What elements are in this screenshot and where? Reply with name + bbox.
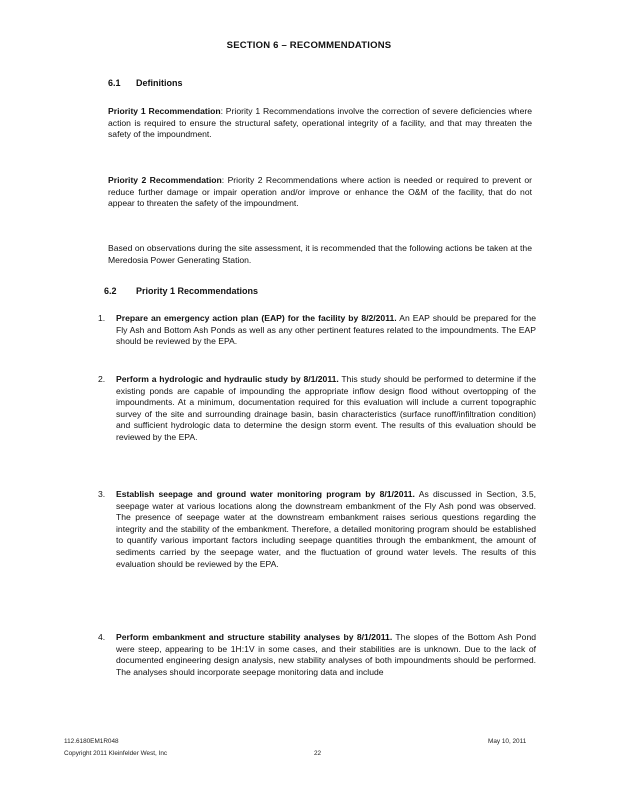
recommendation-number: 4. — [98, 632, 106, 642]
recommendation-text: This study should be performed to determine if the existing ponds are capable of impounding the appropriate inflow design flood without overtopping of the impoundments. At a minimum, documentation required for this evaluation will include a current topographic survey of the site and surrounding drainage basin, basin characteristics (surface runoff/infiltration condition) and sufficient hydrologic data to determine the design storm event. The results of this evaluation should be reviewed by the EPA. — [116, 374, 536, 442]
footer-date: May 10, 2011 — [488, 738, 527, 745]
definitions-heading: Definitions — [136, 78, 183, 88]
observations-paragraph: Based on observations during the site assessment, it is recommended that the following actions be taken at the Meredosia Power Generating Station. — [108, 243, 532, 265]
priority2-definition — [108, 175, 532, 210]
footer-page-number: 22 — [314, 750, 322, 757]
footer-copyright: Copyright 2011 Kleinfelder West, Inc — [64, 750, 168, 757]
priority1-definition-text: : Priority 1 Recommendations involve the correction of severe deficiencies where action is required to ensure the structural safety, operational integrity of a facility, and that may threaten the safety of the impoundment. — [108, 106, 532, 140]
recommendation-text: As discussed in Section, 3.5, seepage water at various locations along the downstream embankment of the Fly Ash pond was observed. The presence of seepage water at the downstream embankment raises serious questions regarding the integrity and the stability of the embankment. Therefore, a detailed monitoring program should be established to quantify various important factors including seepage quantities through the embankment, the amount of sediments carried by the seepage water, and the fluctuation of ground water levels. The results of this evaluation should be reviewed by the EPA. — [116, 489, 536, 569]
recommendation-lead: Perform a hydrologic and hydraulic study by 8/1/2011. — [116, 374, 339, 384]
priority1-definition-lead: Priority 1 Recommendation — [108, 106, 221, 116]
footer-document-id: 112.6180EM1R048 — [64, 738, 119, 745]
priority1-definition — [108, 106, 532, 141]
priority1-heading: Priority 1 Recommendations — [136, 286, 259, 296]
definitions-heading-number: 6.1 — [108, 78, 121, 88]
section-title: SECTION 6 – RECOMMENDATIONS — [226, 40, 392, 51]
recommendation-number: 1. — [98, 313, 106, 323]
recommendation-number: 2. — [98, 374, 106, 384]
recommendation-number: 3. — [98, 489, 106, 499]
recommendation-body — [116, 489, 536, 570]
recommendation-lead: Prepare an emergency action plan (EAP) for the facility by 8/2/2011. — [116, 313, 397, 323]
recommendation-text: The slopes of the Bottom Ash Pond were steep, appearing to be 1H:1V in some cases, and their stabilities are is unknown. Due to the lack of documented engineering design analysis, new stability analyses of both impoundments should be performed. The analyses should incorporate seepage monitoring data and include — [116, 632, 536, 677]
recommendation-body — [116, 632, 536, 678]
recommendation-body — [116, 374, 536, 444]
recommendation-text: An EAP should be prepared for the Fly Ash and Bottom Ash Ponds as well as any other pertinent features related to the impoundments. The EAP should be reviewed by the EPA. — [116, 313, 536, 347]
priority1-heading-number: 6.2 — [104, 286, 117, 296]
recommendation-body — [116, 313, 536, 348]
priority2-definition-text: : Priority 2 Recommendations where action is needed or required to prevent or reduce further damage or impair operation and/or improve or enhance the O&M of the facility, that do not appear to threaten the safety of the impoundment. — [108, 175, 532, 209]
recommendation-lead: Establish seepage and ground water monitoring program by 8/1/2011. — [116, 489, 415, 499]
recommendation-lead: Perform embankment and structure stability analyses by 8/1/2011. — [116, 632, 393, 642]
priority2-definition-lead: Priority 2 Recommendation — [108, 175, 222, 185]
